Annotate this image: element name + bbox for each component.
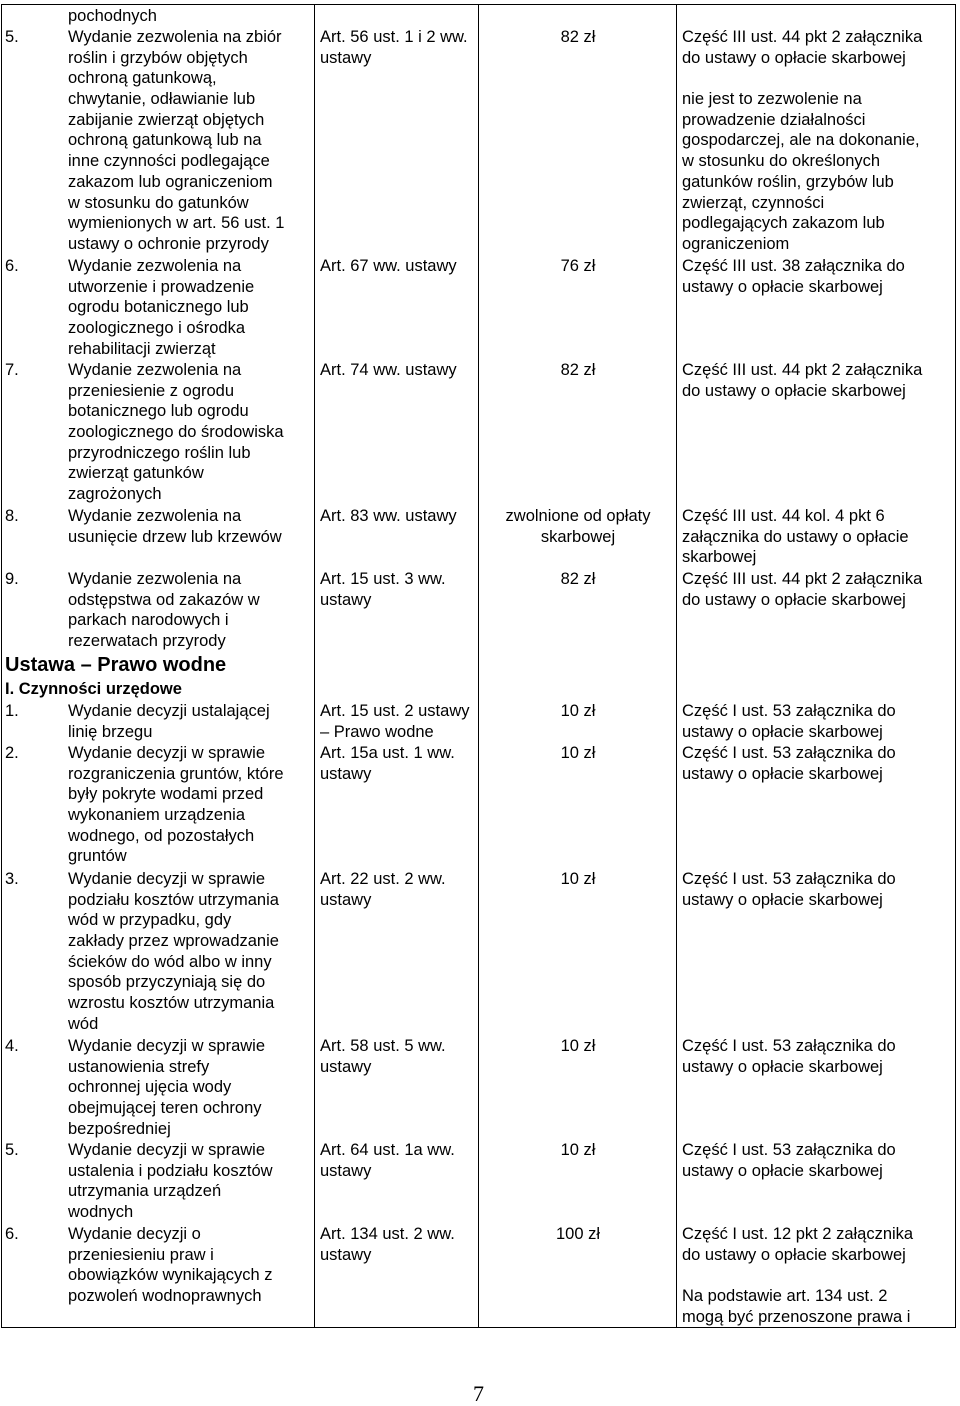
row-description-line: pozwoleń wodnoprawnych bbox=[68, 1287, 262, 1306]
row-reference-line: mogą być przenoszone prawa i bbox=[682, 1307, 911, 1326]
row-description-line: botanicznego lub ogrodu bbox=[68, 402, 249, 421]
row-reference-line: w stosunku do określonych bbox=[682, 152, 881, 171]
row-reference-line: ustawy o opłacie skarbowej bbox=[682, 1057, 883, 1076]
row-legal-basis bbox=[320, 569, 446, 610]
row-fee bbox=[480, 869, 676, 890]
row-description bbox=[68, 1036, 265, 1139]
top-fragment: pochodnych bbox=[68, 7, 157, 25]
row-reference-line: gospodarczej, ale na dokonanie, bbox=[682, 131, 920, 150]
row-description bbox=[68, 1140, 273, 1223]
row-legal-basis-line: Art. 67 ww. ustawy bbox=[320, 257, 457, 275]
row-reference-line bbox=[682, 1265, 913, 1286]
row-reference bbox=[682, 869, 896, 910]
row-legal-basis-line: Art. 74 ww. ustawy bbox=[320, 361, 457, 379]
row-reference-line: Część III ust. 44 pkt 2 załącznika bbox=[682, 28, 923, 46]
row-number: 5. bbox=[5, 28, 19, 46]
row-fee-line: 10 zł bbox=[560, 870, 596, 888]
row-legal-basis bbox=[320, 27, 468, 68]
row-fee-line: 82 zł bbox=[560, 570, 596, 588]
row-fee bbox=[480, 569, 676, 590]
row-description-line: rehabilitacji zwierząt bbox=[68, 339, 216, 358]
row-description bbox=[68, 256, 254, 359]
row-legal-basis-line: Art. 134 ust. 2 ww. bbox=[320, 1225, 455, 1243]
row-reference-line: ograniczeniom bbox=[682, 234, 790, 253]
row-description-line: wzrostu kosztów utrzymania bbox=[68, 994, 275, 1013]
row-description-line: inne czynności podlegające bbox=[68, 152, 270, 171]
row-description bbox=[68, 506, 282, 547]
row-reference bbox=[682, 701, 896, 742]
row-description-line: ochroną gatunkową lub na bbox=[68, 131, 262, 150]
row-fee-line: 10 zł bbox=[560, 1141, 596, 1159]
row-fee-line: 76 zł bbox=[560, 257, 596, 275]
row-description-line: usunięcie drzew lub krzewów bbox=[68, 527, 282, 546]
row-description-line: chwytanie, odławianie lub bbox=[68, 90, 256, 109]
row-fee bbox=[480, 360, 676, 381]
row-number: 6. bbox=[5, 1225, 19, 1243]
row-fee bbox=[480, 701, 676, 722]
row-reference-line: do ustawy o opłacie skarbowej bbox=[682, 1245, 906, 1264]
row-description-line: były pokryte wodami przed bbox=[68, 785, 264, 804]
row-description-line: Wydanie decyzji w sprawie bbox=[68, 1037, 266, 1055]
row-reference-line: ustawy o opłacie skarbowej bbox=[682, 277, 883, 296]
row-description-line: wodnego, od pozostałych bbox=[68, 826, 255, 845]
column-divider bbox=[676, 4, 677, 1328]
row-description-line: ustalenia i podziału kosztów bbox=[68, 1161, 273, 1180]
row-number: 6. bbox=[5, 257, 19, 275]
row-reference-line: gatunków roślin, grzybów lub bbox=[682, 172, 894, 191]
row-description-line: linię brzegu bbox=[68, 722, 153, 741]
row-reference-line: zwierząt, czynności bbox=[682, 193, 825, 212]
row-number: 8. bbox=[5, 507, 19, 525]
row-fee bbox=[480, 27, 676, 48]
row-reference-line: do ustawy o opłacie skarbowej bbox=[682, 381, 906, 400]
row-fee-line: 10 zł bbox=[560, 702, 596, 720]
row-description-line: parkach narodowych i bbox=[68, 611, 229, 630]
row-fee bbox=[480, 743, 676, 764]
subsection-title: I. Czynności urzędowe bbox=[5, 680, 182, 698]
row-fee-line: 82 zł bbox=[560, 28, 596, 46]
row-number: 5. bbox=[5, 1141, 19, 1159]
row-reference-line: Część III ust. 38 załącznika do bbox=[682, 257, 905, 275]
row-description-line: gruntów bbox=[68, 847, 127, 866]
row-number: 2. bbox=[5, 744, 19, 762]
row-reference-line: podlegających zakazom lub bbox=[682, 214, 885, 233]
row-legal-basis bbox=[320, 701, 469, 742]
row-legal-basis bbox=[320, 743, 455, 784]
row-description-line: utrzymania urządzeń bbox=[68, 1182, 222, 1201]
row-description-line: Wydanie zezwolenia na zbiór bbox=[68, 28, 282, 46]
row-reference-line: skarbowej bbox=[682, 548, 757, 567]
row-description bbox=[68, 743, 284, 867]
row-legal-basis-line: Art. 83 ww. ustawy bbox=[320, 507, 457, 525]
row-description-line: Wydanie decyzji o bbox=[68, 1225, 201, 1243]
row-fee-line: 82 zł bbox=[560, 361, 596, 379]
row-description-line: Wydanie zezwolenia na bbox=[68, 361, 242, 379]
row-reference-line: załącznika do ustawy o opłacie bbox=[682, 527, 909, 546]
row-legal-basis-line: Art. 56 ust. 1 i 2 ww. bbox=[320, 28, 468, 46]
row-legal-basis-line: ustawy bbox=[320, 590, 372, 609]
row-reference-line: nie jest to zezwolenie na bbox=[682, 90, 862, 109]
row-description-line: wykonaniem urządzenia bbox=[68, 806, 246, 825]
row-reference bbox=[682, 1140, 896, 1181]
row-reference bbox=[682, 256, 905, 297]
row-reference bbox=[682, 360, 922, 401]
row-reference-line: ustawy o opłacie skarbowej bbox=[682, 764, 883, 783]
row-legal-basis bbox=[320, 1224, 455, 1265]
row-description-line: ochroną gatunkową, bbox=[68, 69, 217, 88]
row-description-line: ustawy o ochronie przyrody bbox=[68, 234, 269, 253]
row-description-line: roślin i grzybów objętych bbox=[68, 48, 248, 67]
row-legal-basis-line: Art. 15 ust. 3 ww. bbox=[320, 570, 446, 588]
row-reference-line: Na podstawie art. 134 ust. 2 bbox=[682, 1287, 888, 1306]
row-description-line: ścieków do wód albo w inny bbox=[68, 952, 272, 971]
row-description-line: ustanowienia strefy bbox=[68, 1057, 210, 1076]
row-reference-line: prowadzenie działalności bbox=[682, 110, 866, 129]
row-reference bbox=[682, 27, 922, 255]
row-reference bbox=[682, 569, 922, 610]
row-number: 3. bbox=[5, 870, 19, 888]
row-fee bbox=[480, 1036, 676, 1057]
row-legal-basis-line: ustawy bbox=[320, 48, 372, 67]
row-number: 4. bbox=[5, 1037, 19, 1055]
row-legal-basis-line: Art. 15 ust. 2 ustawy bbox=[320, 702, 470, 720]
column-divider bbox=[478, 4, 479, 1328]
row-reference bbox=[682, 743, 896, 784]
row-fee-line: skarbowej bbox=[540, 527, 616, 546]
row-description-line: wymienionych w art. 56 ust. 1 bbox=[68, 214, 285, 233]
row-description-line: zabijanie zwierząt objętych bbox=[68, 110, 265, 129]
row-description-line: w stosunku do gatunków bbox=[68, 193, 249, 212]
row-reference-line: Część I ust. 12 pkt 2 załącznika bbox=[682, 1225, 914, 1243]
row-description-line: zakazom lub ograniczeniom bbox=[68, 172, 273, 191]
row-fee-line: 10 zł bbox=[560, 1037, 596, 1055]
section-title: Ustawa – Prawo wodne bbox=[5, 654, 227, 676]
row-reference-line: Część I ust. 53 załącznika do bbox=[682, 1141, 896, 1159]
row-legal-basis-line: ustawy bbox=[320, 890, 372, 909]
row-description-line: zoologicznego i ośrodka bbox=[68, 319, 246, 338]
row-number: 7. bbox=[5, 361, 19, 379]
column-divider bbox=[314, 4, 315, 1328]
row-description-line: odstępstwa od zakazów w bbox=[68, 590, 260, 609]
row-description-line: Wydanie zezwolenia na bbox=[68, 507, 242, 525]
row-legal-basis-line: Art. 22 ust. 2 ww. bbox=[320, 870, 446, 888]
row-legal-basis bbox=[320, 1140, 455, 1181]
row-legal-basis bbox=[320, 1036, 446, 1077]
row-description-line: wód w przypadku, gdy bbox=[68, 911, 232, 930]
row-description-line: przeniesieniu praw i bbox=[68, 1245, 214, 1264]
row-description-line: Wydanie decyzji w sprawie bbox=[68, 870, 266, 888]
row-description-line: ogrodu botanicznego lub bbox=[68, 298, 249, 317]
row-reference-line: do ustawy o opłacie skarbowej bbox=[682, 48, 906, 67]
row-number: 9. bbox=[5, 570, 19, 588]
row-legal-basis-line: Art. 15a ust. 1 ww. bbox=[320, 744, 455, 762]
row-reference-line bbox=[682, 68, 922, 89]
row-reference-line: Część I ust. 53 załącznika do bbox=[682, 1037, 896, 1055]
row-description-line: bezpośredniej bbox=[68, 1119, 171, 1138]
row-description-line: wód bbox=[68, 1014, 99, 1033]
row-reference-line: do ustawy o opłacie skarbowej bbox=[682, 590, 906, 609]
row-legal-basis-line: ustawy bbox=[320, 1161, 372, 1180]
row-description-line: obowiązków wynikających z bbox=[68, 1266, 273, 1285]
row-legal-basis-line: ustawy bbox=[320, 764, 372, 783]
row-description-line: obejmującej teren ochrony bbox=[68, 1099, 262, 1118]
row-reference bbox=[682, 1036, 896, 1077]
row-fee bbox=[480, 1224, 676, 1245]
row-fee bbox=[480, 506, 676, 547]
row-description bbox=[68, 701, 270, 742]
row-reference-line: Część III ust. 44 kol. 4 pkt 6 bbox=[682, 507, 885, 525]
row-legal-basis-line: ustawy bbox=[320, 1057, 372, 1076]
row-description-line: rezerwatach przyrody bbox=[68, 632, 226, 651]
row-description-line: przyrodniczego roślin lub bbox=[68, 443, 251, 462]
row-description-line: Wydanie decyzji ustalającej bbox=[68, 702, 270, 720]
row-reference-line: ustawy o opłacie skarbowej bbox=[682, 1161, 883, 1180]
row-legal-basis-line: ustawy bbox=[320, 1245, 372, 1264]
row-description-line: podziału kosztów utrzymania bbox=[68, 890, 279, 909]
row-fee-line: 10 zł bbox=[560, 744, 596, 762]
row-description-line: zoologicznego do środowiska bbox=[68, 423, 284, 442]
row-description bbox=[68, 27, 284, 255]
row-description bbox=[68, 1224, 273, 1307]
row-legal-basis-line: Art. 64 ust. 1a ww. bbox=[320, 1141, 455, 1159]
row-description-line: Wydanie zezwolenia na bbox=[68, 257, 242, 275]
row-description bbox=[68, 869, 279, 1035]
row-reference-line: Część III ust. 44 pkt 2 załącznika bbox=[682, 570, 923, 588]
row-description-line: Wydanie decyzji w sprawie bbox=[68, 1141, 266, 1159]
row-legal-basis bbox=[320, 506, 457, 527]
row-description-line: ochronnej ujęcia wody bbox=[68, 1078, 232, 1097]
row-description-line: Wydanie zezwolenia na bbox=[68, 570, 242, 588]
row-fee-line: 100 zł bbox=[555, 1225, 601, 1243]
row-reference-line: Część I ust. 53 załącznika do bbox=[682, 702, 896, 720]
row-fee-line: zwolnione od opłaty bbox=[505, 507, 651, 525]
row-legal-basis bbox=[320, 360, 457, 381]
row-reference bbox=[682, 1224, 913, 1327]
row-description-line: zagrożonych bbox=[68, 485, 162, 504]
row-description bbox=[68, 360, 284, 505]
row-fee bbox=[480, 1140, 676, 1161]
row-legal-basis-line: – Prawo wodne bbox=[320, 722, 434, 741]
row-reference-line: ustawy o opłacie skarbowej bbox=[682, 722, 883, 741]
row-reference-line: Część I ust. 53 załącznika do bbox=[682, 870, 896, 888]
row-description-line: zwierząt gatunków bbox=[68, 464, 204, 483]
page-number: 7 bbox=[473, 1381, 484, 1406]
row-description-line: wodnych bbox=[68, 1203, 134, 1222]
row-legal-basis-line: Art. 58 ust. 5 ww. bbox=[320, 1037, 446, 1055]
row-legal-basis bbox=[320, 869, 446, 910]
row-description-line: zakłady przez wprowadzanie bbox=[68, 932, 279, 951]
row-description bbox=[68, 569, 260, 652]
row-reference-line: Część III ust. 44 pkt 2 załącznika bbox=[682, 361, 923, 379]
row-reference-line: ustawy o opłacie skarbowej bbox=[682, 890, 883, 909]
row-description-line: utworzenie i prowadzenie bbox=[68, 277, 255, 296]
row-number: 1. bbox=[5, 702, 19, 720]
row-legal-basis bbox=[320, 256, 457, 277]
row-fee bbox=[480, 256, 676, 277]
row-description-line: Wydanie decyzji w sprawie bbox=[68, 744, 266, 762]
row-reference bbox=[682, 506, 909, 568]
row-description-line: sposób przyczyniają się do bbox=[68, 973, 266, 992]
row-description-line: rozgraniczenia gruntów, które bbox=[68, 764, 284, 783]
row-reference-line: Część I ust. 53 załącznika do bbox=[682, 744, 896, 762]
row-description-line: przeniesienie z ogrodu bbox=[68, 381, 235, 400]
